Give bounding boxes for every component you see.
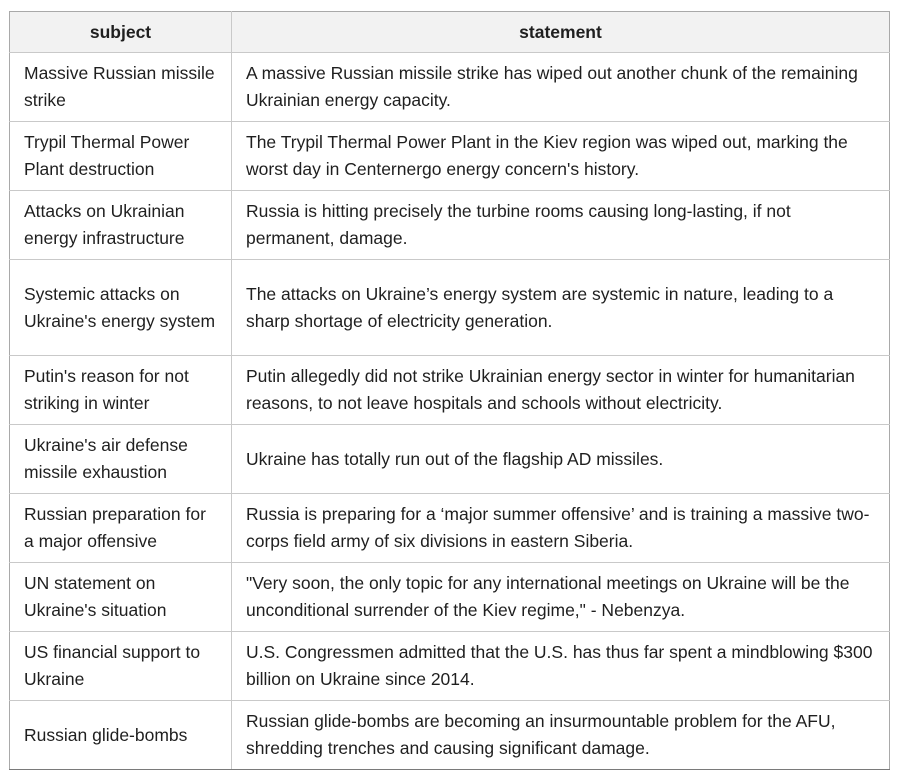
subject-cell: Attacks on Ukrainian energy infrastructure <box>10 191 232 260</box>
subject-cell: UN statement on Ukraine's situation <box>10 563 232 632</box>
statement-cell: Ukraine has totally run out of the flagship AD missiles. <box>232 425 890 494</box>
subject-statement-table <box>9 11 890 770</box>
table-row <box>10 260 890 356</box>
subject-cell: Putin's reason for not striking in winter <box>10 356 232 425</box>
table-row <box>10 53 890 122</box>
table-row <box>10 701 890 770</box>
table-row <box>10 632 890 701</box>
subject-cell: Ukraine's air defense missile exhaustion <box>10 425 232 494</box>
subject-cell: Systemic attacks on Ukraine's energy system <box>10 260 232 356</box>
column-header-statement: statement <box>232 12 890 53</box>
subject-cell: Massive Russian missile strike <box>10 53 232 122</box>
statement-cell: The attacks on Ukraine’s energy system are systemic in nature, leading to a sharp shortage of electricity generation. <box>232 260 890 356</box>
data-table-container <box>9 11 889 770</box>
column-header-subject: subject <box>10 12 232 53</box>
table-row <box>10 191 890 260</box>
subject-cell: Russian preparation for a major offensive <box>10 494 232 563</box>
statement-cell: Russian glide-bombs are becoming an insurmountable problem for the AFU, shredding trenches and causing significant damage. <box>232 701 890 770</box>
subject-cell: Trypil Thermal Power Plant destruction <box>10 122 232 191</box>
statement-cell: The Trypil Thermal Power Plant in the Kiev region was wiped out, marking the worst day in Centernergo energy concern's history. <box>232 122 890 191</box>
statement-cell: U.S. Congressmen admitted that the U.S. has thus far spent a mindblowing $300 billion on Ukraine since 2014. <box>232 632 890 701</box>
statement-cell: Russia is preparing for a ‘major summer offensive’ and is training a massive two-corps field army of six divisions in eastern Siberia. <box>232 494 890 563</box>
subject-cell: Russian glide-bombs <box>10 701 232 770</box>
subject-cell: US financial support to Ukraine <box>10 632 232 701</box>
table-row <box>10 425 890 494</box>
statement-cell: "Very soon, the only topic for any international meetings on Ukraine will be the unconditional surrender of the Kiev regime," - Nebenzya. <box>232 563 890 632</box>
statement-cell: Russia is hitting precisely the turbine rooms causing long-lasting, if not permanent, damage. <box>232 191 890 260</box>
table-row <box>10 494 890 563</box>
table-row <box>10 563 890 632</box>
table-header-row <box>10 12 890 53</box>
table-row <box>10 356 890 425</box>
statement-cell: Putin allegedly did not strike Ukrainian energy sector in winter for humanitarian reasons, to not leave hospitals and schools without electricity. <box>232 356 890 425</box>
statement-cell: A massive Russian missile strike has wiped out another chunk of the remaining Ukrainian energy capacity. <box>232 53 890 122</box>
table-row <box>10 122 890 191</box>
